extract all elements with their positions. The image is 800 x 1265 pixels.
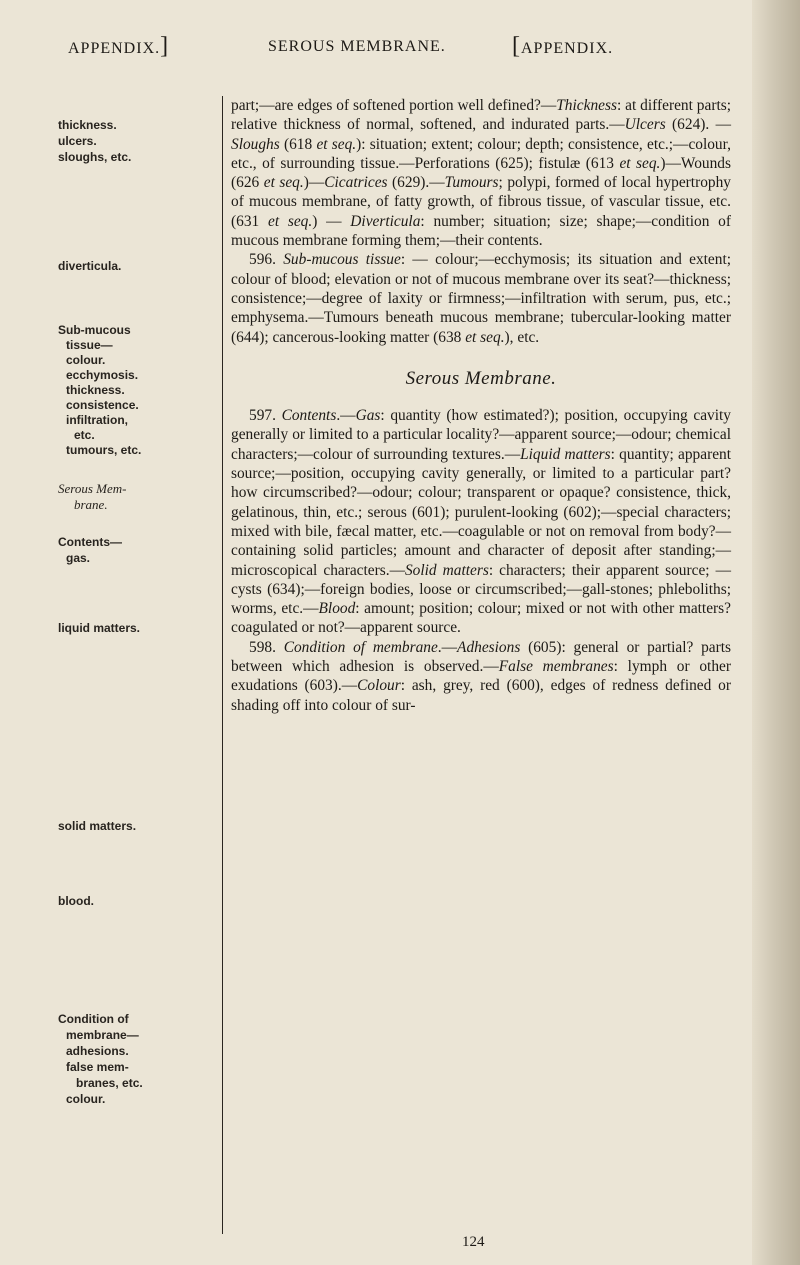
margin-note: etc.	[74, 428, 95, 442]
main-text	[231, 96, 731, 715]
margin-note: infiltration,	[66, 413, 128, 427]
margin-note: colour.	[66, 353, 106, 367]
margin-note: tissue—	[66, 338, 113, 352]
paragraph-598: 598. Condition of membrane.—Adhesions (605): general or partial? parts between which adhesion is observed.—False membranes: lymph or other exudations (603).—Colour: ash, grey, red (600), edges of redness defined or shading off into colour of sur-	[231, 638, 732, 714]
margin-note: false mem-	[66, 1060, 129, 1074]
margin-note: membrane—	[66, 1028, 139, 1042]
section-title: Serous Membrane.	[405, 367, 557, 389]
margin-note: liquid matters.	[58, 621, 141, 635]
page-edge-shadow	[752, 0, 800, 1265]
margin-note: ecchymosis.	[66, 368, 139, 382]
margin-note: consistence.	[66, 398, 139, 412]
margin-note: thickness.	[66, 383, 125, 397]
margin-note: Sub-mucous	[58, 323, 131, 337]
margin-section-note: brane.	[74, 497, 108, 512]
margin-note: solid matters.	[58, 819, 137, 833]
margin-note: ulcers.	[58, 134, 97, 148]
margin-note: tumours, etc.	[66, 443, 142, 457]
margin-note: Condition of	[58, 1012, 129, 1026]
header-right: [APPENDIX.	[512, 33, 614, 59]
margin-rule	[222, 96, 223, 1234]
paragraph-595-cont: part;—are edges of softened portion well defined?—Thickness: at different parts; relative thickness of normal, softened, and indurated parts.—Ulcers (624). —Sloughs (618 et seq.): situation; extent; colour; depth; consistence, etc.;—colour, etc., of surrounding tissue.—Perforations (625); fistulæ (613 et seq.)—Wounds (626 et seq.)—Cicatrices (629).—Tumours; polypi, formed of local hypertrophy of mucous membrane, of fatty growth, of fibrous tissue, of vascular tissue, etc. (631 et seq.) — Diverticula: number; situation; size; shape;—condition of mucous membrane forming them;—their contents.	[231, 97, 731, 250]
running-header	[0, 28, 760, 68]
margin-note: adhesions.	[66, 1044, 129, 1058]
margin-note: colour.	[66, 1092, 106, 1106]
margin-note: thickness.	[58, 118, 117, 132]
margin-note: gas.	[66, 551, 91, 565]
header-left: APPENDIX.]	[68, 33, 170, 59]
margin-note: branes, etc.	[76, 1076, 143, 1090]
paragraph-596: 596. Sub-mucous tissue: — colour;—ecchymosis; its situation and extent; colour of blood; elevation or not of mucous membrane over its seat?—thickness; consistence;—degree of laxity or firmness;—infiltration with serum, pus, etc.; emphysema.—Tumours beneath mucous membrane; tubercular-looking matter (644); cancerous-looking matter (638 et seq.), etc.	[231, 251, 731, 346]
paragraph-597: 597. Contents.—Gas: quantity (how estimated?); position, occupying cavity generally or limited to a particular locality?—apparent source;—odour; chemical characters;—colour of surrounding textures.—Liquid matters: quantity; apparent source;—position, occupying cavity generally, or limited to a particular part? how circumscribed?—odour; colour; transparent or opaque? consistence, thick, gelatinous, thin, etc.; serous (601); purulent-looking (602);—special characters; mixed with bile, fæcal matter, etc.—coagulable or not on removal from body?—containing solid particles; amount and character of deposit after standing;—microscopical characters.—Solid matters: characters; their apparent source; — cysts (634);—foreign bodies, loose or circumscribed;—gall-stones; phleboliths; worms, etc.—Blood: amount; position; colour; mixed or not with other matters? coagulated or not?—apparent source.	[231, 407, 732, 637]
margin-note: Contents—	[58, 535, 122, 549]
header-title: SEROUS MEMBRANE.	[268, 38, 446, 55]
margin-section-note: Serous Mem-	[58, 481, 127, 496]
page-number: 124	[462, 1234, 485, 1250]
margin-note: blood.	[58, 894, 94, 908]
margin-note: diverticula.	[58, 259, 122, 273]
margin-note: sloughs, etc.	[58, 150, 132, 164]
